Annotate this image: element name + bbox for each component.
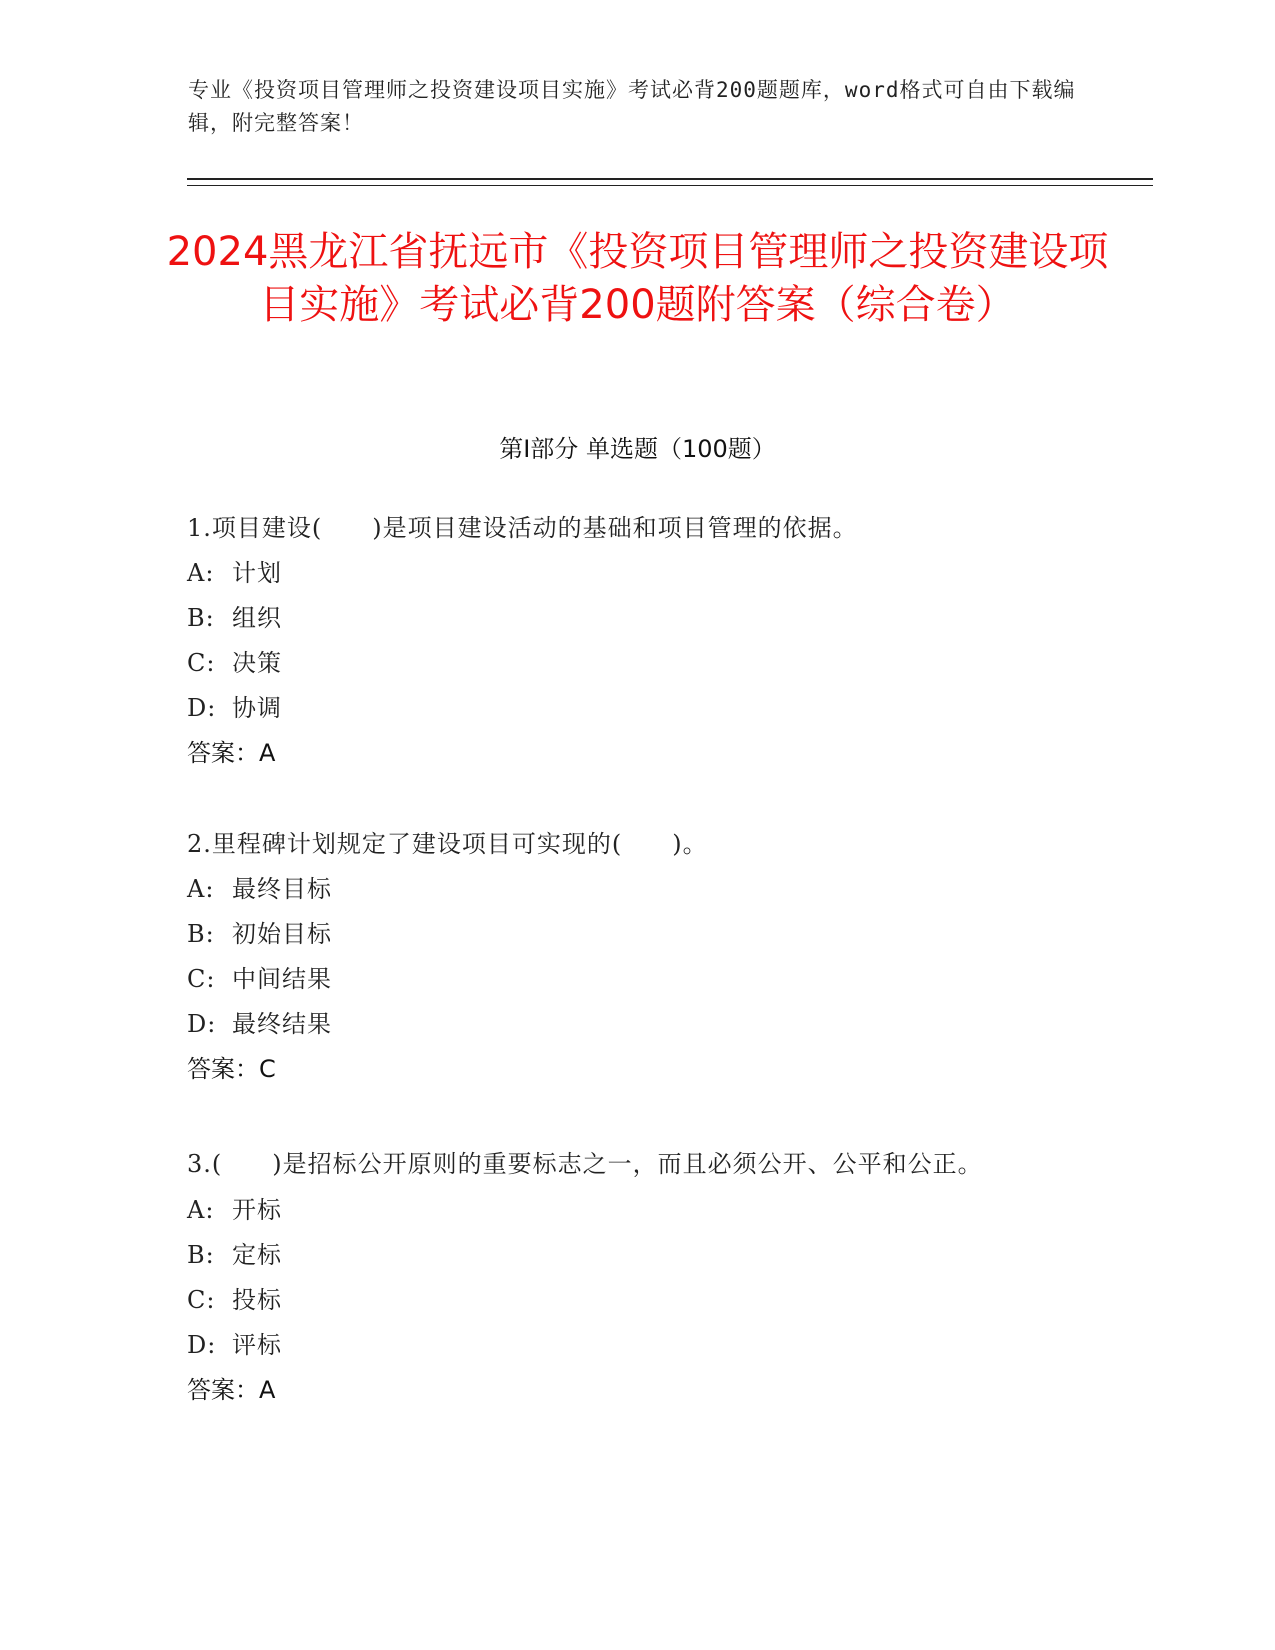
question-1	[187, 506, 1087, 776]
option-b	[187, 912, 1087, 957]
option-letter: D:	[187, 1010, 217, 1038]
option-text: 组织	[232, 604, 282, 632]
option-text: 开标	[232, 1196, 282, 1224]
option-letter: B:	[187, 920, 215, 948]
option-letter: A:	[187, 559, 215, 587]
option-letter: A:	[187, 1196, 215, 1224]
option-text: 协调	[232, 694, 282, 722]
option-b	[187, 1233, 1087, 1278]
answer: 答案：A	[187, 739, 276, 767]
header-note: 专业《投资项目管理师之投资建设项目实施》考试必背200题题库，word格式可自由下载编辑，附完整答案！	[188, 78, 1076, 135]
option-d	[187, 1323, 1087, 1368]
option-letter: A:	[187, 875, 215, 903]
option-d	[187, 1002, 1087, 1047]
option-letter: C:	[187, 649, 216, 677]
question-stem: 3.( )是招标公开原则的重要标志之一，而且必须公开、公平和公正。	[187, 1150, 983, 1178]
section-title: 第I部分 单选题（100题）	[499, 435, 776, 463]
option-letter: B:	[187, 604, 215, 632]
question-3	[187, 1140, 1087, 1413]
option-c	[187, 1278, 1087, 1323]
answer: 答案：C	[187, 1055, 276, 1083]
option-a	[187, 1188, 1087, 1233]
question-2	[187, 822, 1087, 1092]
header-rule-thin	[187, 185, 1153, 186]
option-letter: B:	[187, 1241, 215, 1269]
option-d	[187, 686, 1087, 731]
document-title: 2024黑龙江省抚远市《投资项目管理师之投资建设项目实施》考试必背200题附答案（综合卷）	[166, 229, 1109, 328]
option-c	[187, 641, 1087, 686]
option-a	[187, 551, 1087, 596]
option-text: 评标	[232, 1331, 282, 1359]
option-text: 决策	[232, 649, 282, 677]
option-letter: D:	[187, 1331, 217, 1359]
option-text: 定标	[232, 1241, 282, 1269]
option-letter: C:	[187, 1286, 216, 1314]
option-letter: C:	[187, 965, 216, 993]
option-a	[187, 867, 1087, 912]
header-rule-thick	[187, 178, 1153, 180]
option-c	[187, 957, 1087, 1002]
option-text: 最终结果	[232, 1010, 332, 1038]
option-text: 最终目标	[232, 875, 332, 903]
option-text: 中间结果	[232, 965, 332, 993]
question-stem: 1.项目建设( )是项目建设活动的基础和项目管理的依据。	[187, 514, 858, 542]
option-text: 投标	[232, 1286, 282, 1314]
option-b	[187, 596, 1087, 641]
question-stem: 2.里程碑计划规定了建设项目可实现的( )。	[187, 830, 708, 858]
option-text: 计划	[232, 559, 282, 587]
answer: 答案：A	[187, 1376, 276, 1404]
option-letter: D:	[187, 694, 217, 722]
option-text: 初始目标	[232, 920, 332, 948]
